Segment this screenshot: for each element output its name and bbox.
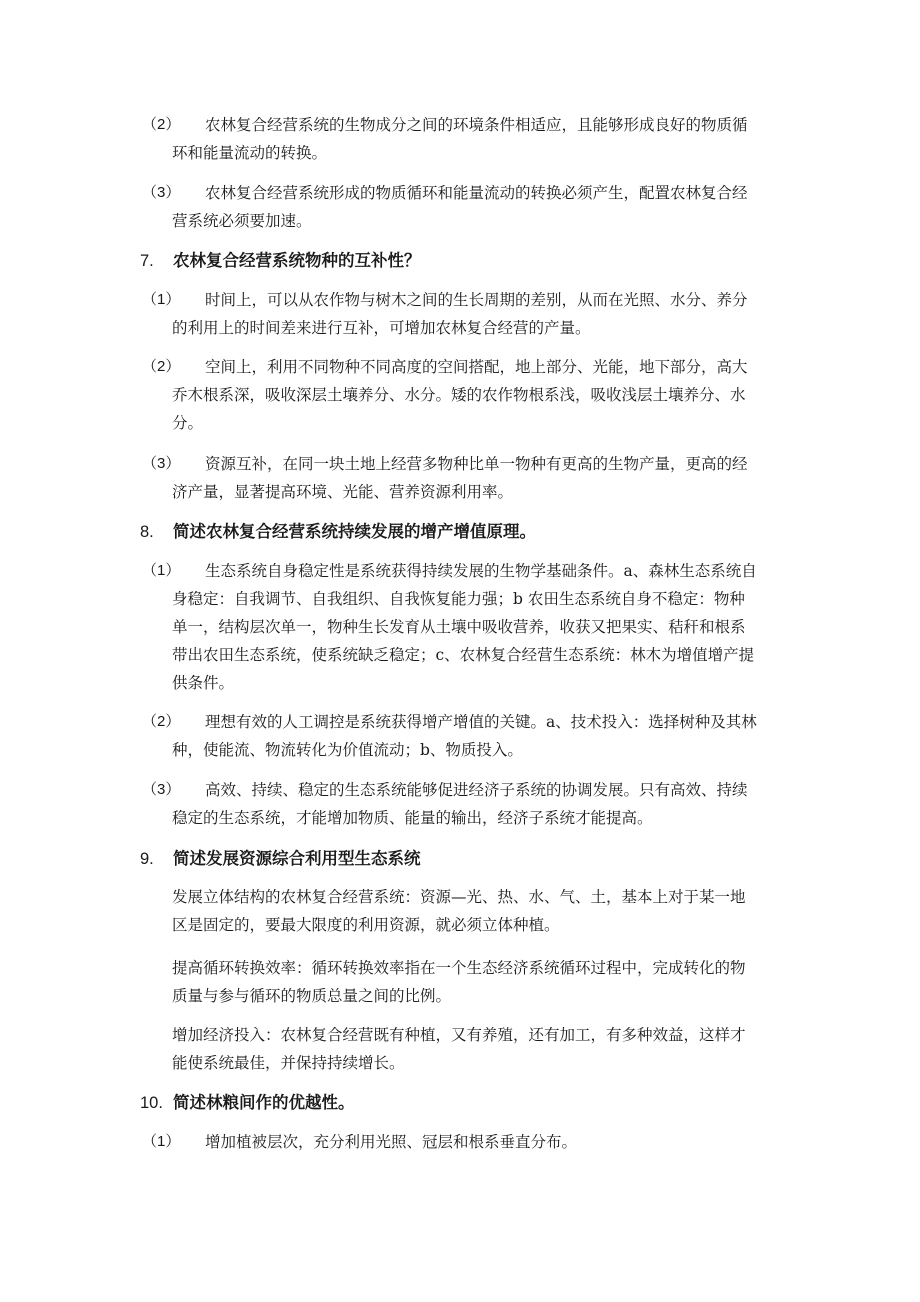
item-text-line: 营系统必须要加速。	[172, 212, 312, 230]
paragraph-line: 能使系统最佳，并保持持续增长。	[172, 1054, 405, 1072]
section-number: 10.	[140, 1094, 163, 1112]
item-text-line: 供条件。	[172, 674, 235, 692]
item-text-line: 空间上，利用不同物种不同高度的空间搭配，地上部分、光能，地下部分，高大	[205, 358, 748, 376]
section-number: 8.	[140, 523, 154, 541]
item-text-line: 种，使能流、物流转化为价值流动；b、物质投入。	[172, 741, 523, 759]
item-number: （1）	[142, 1133, 181, 1150]
item-text-line: 带出农田生态系统，使系统缺乏稳定；c、农林复合经营生态系统：林木为增值增产提	[172, 646, 755, 664]
item-text-line: 分。	[172, 414, 204, 432]
item-text-line: 资源互补，在同一块土地上经营多物种比单一物种有更高的生物产量，更高的经	[205, 455, 748, 473]
item-text-line: 高效、持续、稳定的生态系统能够促进经济子系统的协调发展。只有高效、持续	[205, 781, 748, 799]
section-title: 农林复合经营系统物种的互补性？	[173, 251, 421, 270]
item-number: （1）	[142, 562, 181, 579]
item-text-line: 的利用上的时间差来进行互补，可增加农林复合经营的产量。	[172, 319, 591, 337]
item-text-line: 济产量，显著提高环境、光能、营养资源利用率。	[172, 483, 514, 501]
section-number: 9.	[140, 850, 154, 868]
section-number: 7.	[140, 252, 154, 270]
item-text-line: 稳定的生态系统，才能增加物质、能量的输出，经济子系统才能提高。	[172, 809, 653, 827]
paragraph-line: 区是固定的，要最大限度的利用资源，就必须立体种植。	[172, 916, 560, 934]
section-heading	[140, 250, 421, 272]
section-title: 简述农林复合经营系统持续发展的增产增值原理。	[173, 522, 536, 541]
paragraph-line: 提高循环转换效率：循环转换效率指在一个生态经济系统循环过程中，完成转化的物	[172, 959, 746, 977]
item-text-line: 理想有效的人工调控是系统获得增产增值的关键。a、技术投入：选择树种及其林	[205, 713, 757, 731]
item-number: （1）	[142, 291, 181, 308]
item-text-line: 身稳定：自我调节、自我组织、自我恢复能力强；b 农田生态系统自身不稳定：物种	[172, 590, 745, 608]
paragraph-line: 发展立体结构的农林复合经营系统：资源—光、热、水、气、土，基本上对于某一地	[172, 888, 746, 906]
item-number: （3）	[142, 781, 181, 798]
item-text-line: 农林复合经营系统的生物成分之间的环境条件相适应，且能够形成良好的物质循	[205, 116, 748, 134]
item-text-line: 生态系统自身稳定性是系统获得持续发展的生物学基础条件。a、森林生态系统自	[205, 562, 757, 580]
paragraph-line: 增加经济投入：农林复合经营既有种植，又有养殖，还有加工，有多种效益，这样才	[172, 1026, 746, 1044]
item-number: （2）	[142, 713, 181, 730]
item-text-line: 乔木根系深，吸收深层土壤养分、水分。矮的农作物根系浅，吸收浅层土壤养分、水	[172, 386, 746, 404]
item-text-line: 增加植被层次，充分利用光照、冠层和根系垂直分布。	[205, 1133, 578, 1151]
item-text-line: 环和能量流动的转换。	[172, 144, 328, 162]
section-heading	[140, 521, 536, 543]
item-text-line: 单一，结构层次单一，物种生长发育从土壤中吸收营养，收获又把果实、秸秆和根系	[172, 618, 746, 636]
item-text-line: 农林复合经营系统形成的物质循环和能量流动的转换必须产生，配置农林复合经	[205, 184, 748, 202]
item-number: （3）	[142, 184, 181, 201]
item-text-line: 时间上，可以从农作物与树木之间的生长周期的差别，从而在光照、水分、养分	[205, 291, 748, 309]
section-title: 简述林粮间作的优越性。	[173, 1093, 355, 1112]
section-heading	[140, 1092, 355, 1114]
item-number: （2）	[142, 358, 181, 375]
section-heading	[140, 848, 421, 870]
paragraph-line: 质量与参与循环的物质总量之间的比例。	[172, 987, 452, 1005]
item-number: （3）	[142, 455, 181, 472]
item-number: （2）	[142, 116, 181, 133]
section-title: 简述发展资源综合利用型生态系统	[173, 849, 421, 868]
